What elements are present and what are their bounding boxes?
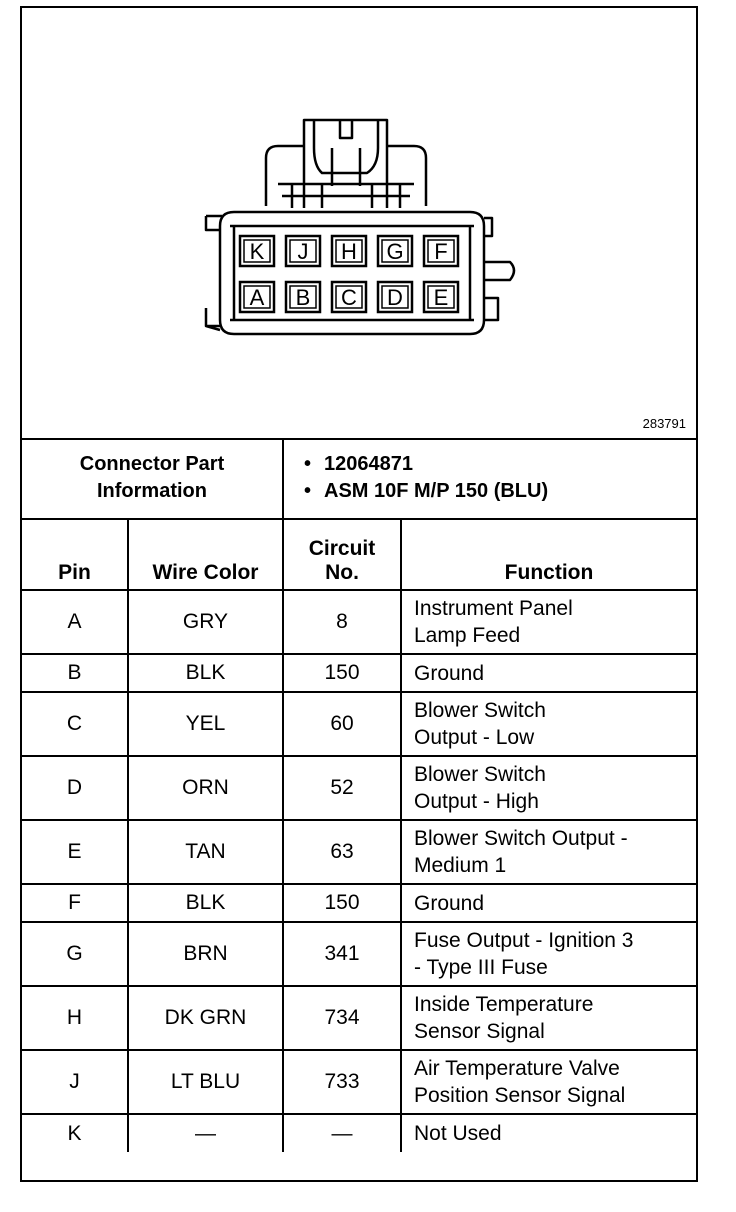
function-line: Position Sensor Signal xyxy=(414,1084,626,1107)
table-row xyxy=(22,884,696,922)
wire-color-cell: LT BLU xyxy=(128,1050,283,1114)
circuit-cell: 733 xyxy=(283,1050,401,1114)
pin-cell: B xyxy=(22,654,128,692)
assembly-description: • ASM 10F M/P 150 (BLU) xyxy=(304,480,549,502)
pin-label: H xyxy=(341,239,357,264)
wire-color-cell: BRN xyxy=(128,922,283,986)
circuit-cell: 60 xyxy=(283,692,401,756)
pin-label: F xyxy=(434,239,448,264)
function-cell xyxy=(401,756,696,820)
pin-cell: K xyxy=(22,1114,128,1152)
function-line: Output - Low xyxy=(414,726,535,749)
circuit-cell: 63 xyxy=(283,820,401,884)
connector-info-values xyxy=(283,438,696,519)
pin-label: K xyxy=(249,239,265,264)
connector-sheet xyxy=(20,6,698,1182)
wire-color-cell: ORN xyxy=(128,756,283,820)
table-row xyxy=(22,1050,696,1114)
pinout-table xyxy=(22,438,696,1152)
pin-cell: H xyxy=(22,986,128,1050)
wire-color-header: Wire Color xyxy=(128,519,283,590)
wire-color-cell: GRY xyxy=(128,590,283,654)
wire-color-cell: — xyxy=(128,1114,283,1152)
circuit-cell: 341 xyxy=(283,922,401,986)
function-line: Ground xyxy=(414,891,485,915)
connector-body xyxy=(220,212,484,334)
table-row xyxy=(22,922,696,986)
figure-number: 283791 xyxy=(642,416,686,431)
function-line: Lamp Feed xyxy=(414,624,521,647)
function-cell xyxy=(401,820,696,884)
function-line: - Type III Fuse xyxy=(414,956,548,979)
function-line: Air Temperature Valve xyxy=(414,1057,620,1080)
pin-label: A xyxy=(249,285,265,310)
function-cell xyxy=(401,884,696,922)
pin-label: D xyxy=(387,285,403,310)
pin-header: Pin xyxy=(22,519,128,590)
table-row xyxy=(22,590,696,654)
table-row xyxy=(22,820,696,884)
pin-cell: E xyxy=(22,820,128,884)
circuit-cell: 8 xyxy=(283,590,401,654)
table-row xyxy=(22,692,696,756)
function-line: Ground xyxy=(414,661,485,685)
pin-label: J xyxy=(297,239,309,264)
wire-color-cell: BLK xyxy=(128,884,283,922)
table-row xyxy=(22,654,696,692)
pin-label: B xyxy=(295,285,311,310)
function-cell xyxy=(401,590,696,654)
part-number: • 12064871 xyxy=(304,453,413,475)
function-line: Instrument Panel xyxy=(414,597,573,620)
function-line: Blower Switch xyxy=(414,699,546,722)
function-line: Inside Temperature xyxy=(414,993,594,1016)
pin-cell: F xyxy=(22,884,128,922)
wire-color-cell: BLK xyxy=(128,654,283,692)
header-row xyxy=(22,519,696,590)
pin-cell: A xyxy=(22,590,128,654)
connector-side-tab xyxy=(484,262,514,280)
circuit-cell: — xyxy=(283,1114,401,1152)
circuit-cell: 734 xyxy=(283,986,401,1050)
function-cell xyxy=(401,922,696,986)
function-line: Medium 1 xyxy=(414,854,507,877)
table-row xyxy=(22,756,696,820)
circuit-cell: 150 xyxy=(283,884,401,922)
pin-cell: J xyxy=(22,1050,128,1114)
function-cell xyxy=(401,986,696,1050)
wire-color-cell: YEL xyxy=(128,692,283,756)
function-line: Blower Switch Output - xyxy=(414,827,628,850)
circuit-cell: 150 xyxy=(283,654,401,692)
circuit-cell: 52 xyxy=(283,756,401,820)
connector-info-row xyxy=(22,438,696,519)
function-cell xyxy=(401,1114,696,1152)
wire-color-cell: DK GRN xyxy=(128,986,283,1050)
pin-label: E xyxy=(433,285,449,310)
function-line: Sensor Signal xyxy=(414,1020,545,1043)
wire-color-cell: TAN xyxy=(128,820,283,884)
pin-cell: D xyxy=(22,756,128,820)
function-cell xyxy=(401,1050,696,1114)
connector-diagram xyxy=(22,8,696,440)
function-line: Not Used xyxy=(414,1122,502,1145)
table-row xyxy=(22,986,696,1050)
function-header: Function xyxy=(401,519,696,590)
pin-label: G xyxy=(386,239,404,264)
function-line: Blower Switch xyxy=(414,763,546,786)
pin-label: C xyxy=(341,285,357,310)
circuit-header: Circuit No. xyxy=(283,519,401,590)
function-line: Fuse Output - Ignition 3 xyxy=(414,929,634,952)
connector-drawing xyxy=(22,8,696,438)
function-cell xyxy=(401,654,696,692)
table-row xyxy=(22,1114,696,1152)
function-line: Output - High xyxy=(414,790,539,813)
connector-info-label: Connector Part Information xyxy=(22,438,283,519)
function-cell xyxy=(401,692,696,756)
pin-cell: G xyxy=(22,922,128,986)
pin-cell: C xyxy=(22,692,128,756)
